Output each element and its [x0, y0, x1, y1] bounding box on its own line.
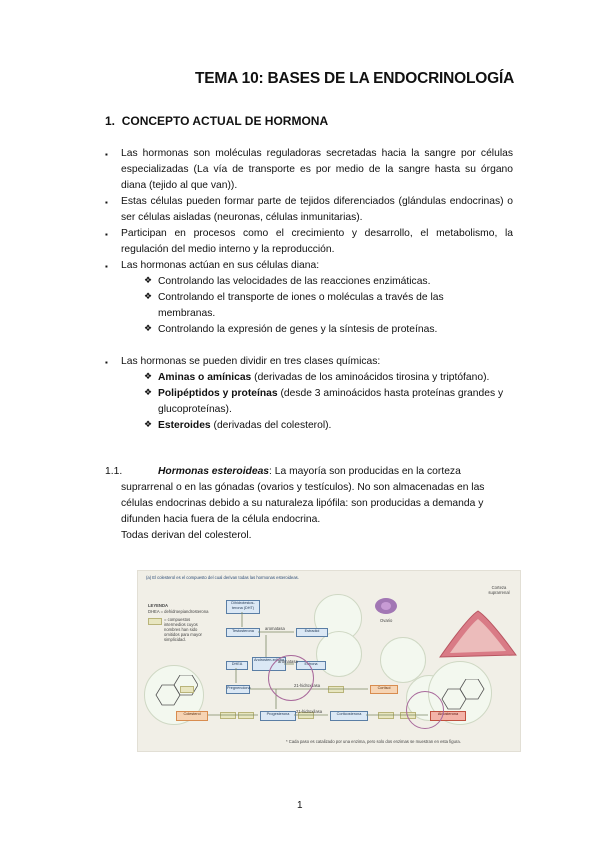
bullet-icon: ▪ — [105, 198, 108, 207]
class-desc: (derivadas de los aminoácidos tirosina y triptófano). — [251, 372, 490, 383]
subsection-paragraph — [121, 464, 513, 528]
steroid-synthesis-figure — [137, 570, 521, 752]
bullet-text: Participan en procesos como el crecimiento y desarrollo, el metabolismo, la regulación del medio interno y la reproducción. — [121, 228, 513, 255]
testosterone-box: Testosterona — [226, 628, 260, 637]
ovary-icon — [372, 593, 400, 617]
class-item — [158, 370, 518, 386]
pathway-arrows — [138, 571, 520, 751]
class-desc: (derivadas del colesterol). — [210, 420, 332, 431]
figure-caption: (a) El colesterol es el compuesto del cual derivan todas las hormonas esteroideas. — [146, 575, 299, 580]
action-text: Controlando la expresión de genes y la síntesis de proteínas. — [158, 324, 438, 335]
legend-title: LEYENDA — [148, 603, 169, 608]
adrenal-cortex-icon — [438, 607, 518, 659]
enzyme-label: 21-hidroxilasa — [296, 709, 323, 714]
class-name: Esteroides — [158, 420, 211, 431]
estradiol-box: Estradiol — [296, 628, 328, 637]
enzyme-label: aromatasa — [265, 626, 285, 631]
class-item — [158, 386, 518, 418]
adrenal-cortex-label: Corteza suprarrenal — [488, 585, 510, 595]
section-title: CONCEPTO ACTUAL DE HORMONA — [121, 114, 329, 128]
classes-intro: Las hormonas se pueden dividir en tres clases químicas: — [121, 356, 381, 367]
action-text: Controlando el transporte de iones o moléculas a través de las membranas. — [158, 292, 444, 319]
section-heading — [105, 114, 328, 128]
bullet-icon: ▪ — [105, 262, 108, 271]
estrone-box: Estrona — [296, 661, 326, 670]
subsection-colon: : — [269, 466, 272, 477]
section-number: 1. — [105, 114, 116, 128]
class-name: Polipéptidos y proteínas — [158, 388, 278, 399]
cortisol-box: Cortisol — [370, 685, 398, 694]
diamond-bullet-icon: ❖ — [144, 291, 153, 301]
subsection-number: 1.1. — [105, 466, 123, 477]
bullet-text: Las hormonas actúan en sus células diana: — [121, 260, 320, 271]
bullet-text: Las hormonas son moléculas reguladoras secretadas hacia la sangre por células especializadas (La vía de transporte es por medio de la sangre hasta su órgano diana (tejido al que van)). — [121, 148, 513, 191]
subsection-heading: Hormonas esteroideas — [158, 466, 270, 477]
page-number: 1 — [297, 800, 303, 811]
subsection-text: La mayoría son producidas en la corteza suprarrenal o en las gónadas (ovarios y testículos). No son almacenadas en las células endocrinas debido a su naturaleza lipófila: son producidas a demanda y difunden hacia fuera de la célula endocrina. — [121, 466, 485, 525]
document-title: TEMA 10: BASES DE LA ENDOCRINOLOGÍA — [195, 70, 515, 87]
bullet-text: Estas células pueden formar parte de tejidos diferenciados (glándulas endocrinas) o ser células aisladas (neuronas, células inmunitarias). — [121, 196, 513, 223]
corticosterone-box: Corticosterona — [330, 711, 368, 721]
class-item — [158, 418, 518, 434]
bullet-icon: ▪ — [105, 150, 108, 159]
androstenedione-box: Androsten-ediona — [252, 657, 286, 671]
subsection-text2: Todas derivan del colesterol. — [121, 530, 252, 541]
diamond-bullet-icon: ❖ — [144, 419, 153, 429]
figure-footnote: * Cada paso es catalizado por una enzima, pero solo dos enzimas se muestran en esta figura. — [286, 739, 461, 744]
diamond-bullet-icon: ❖ — [144, 323, 153, 333]
enzyme-label: aromatasa — [278, 659, 298, 664]
dht-box: Dihidrotestos-terona (DHT) — [226, 600, 260, 614]
enzyme-label: 21-hidroxilasa — [294, 683, 321, 688]
diamond-bullet-icon: ❖ — [144, 371, 153, 381]
legend-text: = compuestos intermedios cuyos nombres han sido omitidos para mayor simplicidad. — [164, 617, 202, 642]
bullet-icon: ▪ — [105, 230, 108, 239]
class-name: Aminas o amínicas — [158, 372, 252, 383]
highlight-ring — [406, 691, 444, 729]
diamond-bullet-icon: ❖ — [144, 275, 153, 285]
ovary-label: Ovario — [380, 618, 393, 623]
dhea-box: DHEA — [226, 661, 248, 670]
diamond-bullet-icon: ❖ — [144, 387, 153, 397]
progesterone-box: Progesterona — [260, 711, 296, 721]
legend-dhea: DHEA = dehidroepiandrosterona — [148, 609, 209, 614]
highlight-ring — [268, 655, 314, 701]
cholesterol-box: Colesterol — [176, 711, 208, 721]
bullet-icon: ▪ — [105, 358, 108, 367]
class-desc: (desde 3 aminoácidos hasta proteínas grandes y glucoproteínas). — [158, 388, 504, 415]
action-text: Controlando las velocidades de las reacciones enzimáticas. — [158, 276, 431, 287]
aldosterone-box: Aldosterona — [430, 711, 466, 721]
pregnenolone-step-box: Pregnenolona — [226, 685, 250, 694]
